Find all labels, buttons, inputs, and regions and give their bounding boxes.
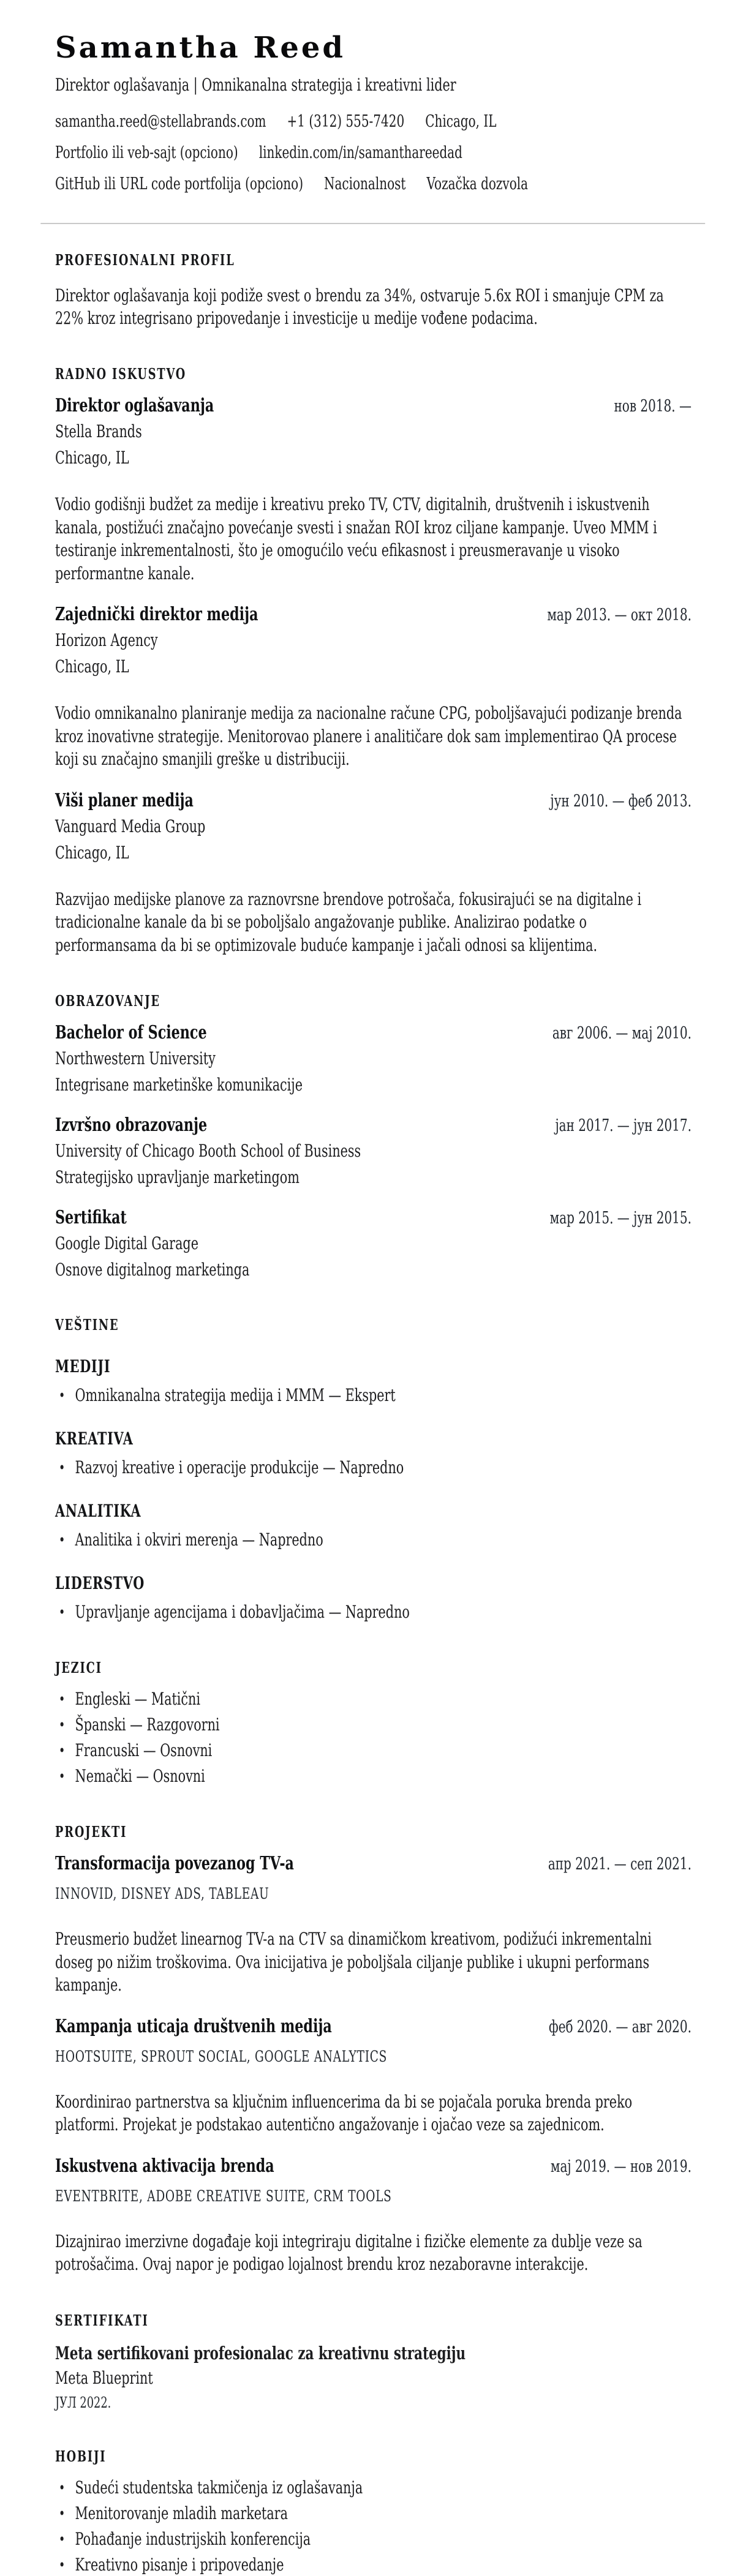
- contact-row-2: [55, 143, 692, 163]
- job-location: Chicago, IL: [55, 656, 129, 677]
- entry-header: [55, 2015, 692, 2038]
- headline: Direktor oglašavanja | Omnikanalna strategija i kreativni lider: [55, 75, 456, 95]
- skill-list: [55, 1529, 692, 1551]
- project-tools: INNOVID, DISNEY ADS, TABLEAU: [55, 1885, 270, 1902]
- project-entry: [55, 1852, 692, 1997]
- school-name: Google Digital Garage: [55, 1233, 198, 1253]
- skill-item: • Omnikanalna strategija medija i MMM — Ekspert: [55, 1384, 692, 1406]
- skill-list: [55, 1457, 692, 1479]
- drivers-license-text: Vozačka dozvola: [426, 175, 529, 193]
- portfolio-text: Portfolio ili veb-sajt (opciono): [55, 143, 238, 162]
- certification-title: Meta sertifikovani profesionalac za kreativnu strategiju: [55, 2342, 466, 2364]
- hobby-item: • Pohađanje industrijskih konferencija: [55, 2528, 692, 2550]
- company-name: Vanguard Media Group: [55, 816, 206, 836]
- phone-text: +1 (312) 555-7420: [287, 112, 405, 131]
- job-title: Zajednički direktor medija: [55, 604, 258, 625]
- skill-item: • Analitika i okviri merenja — Napredno: [55, 1529, 692, 1551]
- linkedin-text: linkedin.com/in/samanthareedad: [258, 143, 462, 162]
- job-description: Vodio omnikanalno planiranje medija za nacionalne račune CPG, poboljšavajući podizanje brenda kroz inovativne strategije. Menitorovao planere i analitičare dok sam implementirao QA procese koji su značajno smanjili greške u distribuciji.: [55, 703, 682, 769]
- project-description: Koordinirao partnerstva sa ključnim influencerima da bi se pojačala poruka brenda preko platformi. Projekat je podstakao autentično angažovanje i ojačao veze sa zajednicom.: [55, 2091, 633, 2135]
- entry-header: [55, 1206, 692, 1230]
- language-item: • Španski — Razgovorni: [55, 1714, 692, 1736]
- education-entry: [55, 1114, 692, 1188]
- project-dates: апр 2021. — сеп 2021.: [548, 1855, 692, 1874]
- section-label-languages: JEZICI: [55, 1659, 102, 1677]
- education-entry: [55, 1021, 692, 1095]
- project-entry: [55, 2015, 692, 2136]
- experience-entry: [55, 603, 692, 771]
- header-divider: [40, 223, 705, 224]
- section-label-skills: VEŠTINE: [55, 1316, 119, 1334]
- job-location: Chicago, IL: [55, 448, 129, 468]
- entry-header: [55, 1852, 692, 1876]
- skill-group-label: LIDERSTVO: [55, 1573, 145, 1593]
- project-dates: мај 2019. — нов 2019.: [550, 2157, 692, 2176]
- education-dates: мар 2015. — јун 2015.: [549, 1209, 692, 1228]
- experience-entry: [55, 394, 692, 585]
- email-text: samantha.reed@stellabrands.com: [55, 112, 266, 131]
- hobby-item: • Kreativno pisanje i pripovedanje: [55, 2554, 692, 2576]
- project-entry: [55, 2155, 692, 2276]
- resume-body: [55, 75, 692, 2576]
- entry-header: [55, 603, 692, 626]
- skill-group-label: KREATIVA: [55, 1429, 134, 1449]
- job-dates: мар 2013. — окт 2018.: [547, 606, 692, 625]
- job-title: Direktor oglašavanja: [55, 395, 214, 416]
- project-tools: HOOTSUITE, SPROUT SOCIAL, GOOGLE ANALYTICS: [55, 2047, 388, 2065]
- school-name: Northwestern University: [55, 1048, 216, 1068]
- experience-entry: [55, 789, 692, 957]
- location-text: Chicago, IL: [425, 112, 497, 131]
- certification-entry: [55, 2342, 692, 2412]
- skill-item: • Razvoj kreative i operacije produkcije — Napredno: [55, 1457, 692, 1479]
- school-name: University of Chicago Booth School of Business: [55, 1141, 361, 1161]
- entry-header: [55, 789, 692, 813]
- language-item: • Francuski — Osnovni: [55, 1740, 692, 1762]
- certification-date: ЈУЛ 2022.: [55, 2394, 111, 2411]
- language-item: • Nemački — Osnovni: [55, 1765, 692, 1787]
- section-label-profile: PROFESIONALNI PROFIL: [55, 251, 235, 269]
- job-dates: нов 2018. —: [614, 397, 692, 416]
- hobby-item: • Menitorovanje mladih marketara: [55, 2503, 692, 2525]
- person-name: Samantha Reed: [55, 31, 345, 65]
- job-description: Vodio godišnji budžet za medije i kreativu preko TV, CTV, digitalnih, društvenih i iskustvenih kanala, postižući značajno povećanje svesti i snažan ROI kroz ciljane kampanje. Uveo MMM i testiranje inkrementalnosti, što je omogućilo veću efikasnost i preusmeravanje u visoko performantne kanale.: [55, 494, 657, 584]
- project-title: Transformacija povezanog TV-a: [55, 1853, 294, 1874]
- contact-row-1: [55, 111, 692, 132]
- skill-group-label: ANALITIKA: [55, 1501, 141, 1521]
- section-label-certifications: SERTIFIKATI: [55, 2311, 149, 2329]
- profile-summary: Direktor oglašavanja koji podiže svest o brendu za 34%, ostvaruje 5.6x ROI i smanjuje CPM za 22% kroz integrisano pripovedanje i investicije u medije vođene podacima.: [55, 285, 664, 328]
- hobby-list: [55, 2477, 692, 2576]
- project-tools: EVENTBRITE, ADOBE CREATIVE SUITE, CRM TOOLS: [55, 2187, 392, 2205]
- skill-group-label: MEDIJI: [55, 1356, 111, 1376]
- hobby-item: • Sudeći studentska takmičenja iz oglašavanja: [55, 2477, 692, 2499]
- project-title: Kampanja uticaja društvenih medija: [55, 2015, 332, 2037]
- section-label-hobbies: HOBIJI: [55, 2447, 107, 2465]
- program-name: Osnove digitalnog marketinga: [55, 1260, 250, 1280]
- certification-issuer: Meta Blueprint: [55, 2367, 153, 2388]
- language-item: • Engleski — Matični: [55, 1688, 692, 1710]
- degree-title: Bachelor of Science: [55, 1022, 207, 1043]
- program-name: Integrisane marketinške komunikacije: [55, 1075, 303, 1095]
- skill-list: [55, 1601, 692, 1623]
- project-title: Iskustvena aktivacija brenda: [55, 2155, 274, 2177]
- project-dates: феб 2020. — авг 2020.: [549, 2017, 692, 2037]
- job-dates: јун 2010. — феб 2013.: [550, 791, 692, 811]
- project-description: Preusmerio budžet linearnog TV-a na CTV sa dinamičkom kreativom, podižući inkrementalni doseg po nižim troškovima. Ova inicijativa je poboljšala ciljanje publike i ukupni performans kampanje.: [55, 1929, 652, 1995]
- github-text: GitHub ili URL code portfolija (opciono): [55, 175, 303, 193]
- entry-header: [55, 2155, 692, 2178]
- job-title: Viši planer medija: [55, 789, 194, 811]
- section-label-projects: PROJEKTI: [55, 1823, 127, 1841]
- company-name: Horizon Agency: [55, 630, 158, 650]
- project-description: Dizajnirao imerzivne događaje koji integriraju digitalne i fizičke elemente za dublje veze sa potrošačima. Ovaj napor je podigao lojalnost brendu kroz nezaboravne interakcije.: [55, 2231, 643, 2274]
- degree-title: Sertifikat: [55, 1207, 127, 1228]
- section-label-experience: RADNO ISKUSTVO: [55, 365, 187, 383]
- job-location: Chicago, IL: [55, 842, 129, 863]
- entry-header: [55, 1114, 692, 1137]
- nationality-text: Nacionalnost: [324, 175, 406, 193]
- section-label-education: OBRAZOVANJE: [55, 992, 160, 1010]
- skill-list: [55, 1384, 692, 1406]
- entry-header: [55, 1021, 692, 1045]
- skill-item: • Upravljanje agencijama i dobavljačima — Napredno: [55, 1601, 692, 1623]
- job-description: Razvijao medijske planove za raznovrsne brendove potrošača, fokusirajući se na digitalne i tradicionalne kanale da bi se poboljšalo angažovanje publike. Analizirao podatke o performansama da bi se optimizovale buduće kampanje i jačali odnosi sa klijentima.: [55, 888, 642, 955]
- company-name: Stella Brands: [55, 421, 142, 441]
- education-dates: авг 2006. — мај 2010.: [552, 1024, 692, 1043]
- education-entry: [55, 1206, 692, 1280]
- degree-title: Izvršno obrazovanje: [55, 1114, 208, 1136]
- program-name: Strategijsko upravljanje marketingom: [55, 1167, 300, 1187]
- contact-row-3: [55, 174, 692, 195]
- entry-header: [55, 394, 692, 418]
- language-list: [55, 1688, 692, 1787]
- education-dates: јан 2017. — јун 2017.: [555, 1116, 692, 1135]
